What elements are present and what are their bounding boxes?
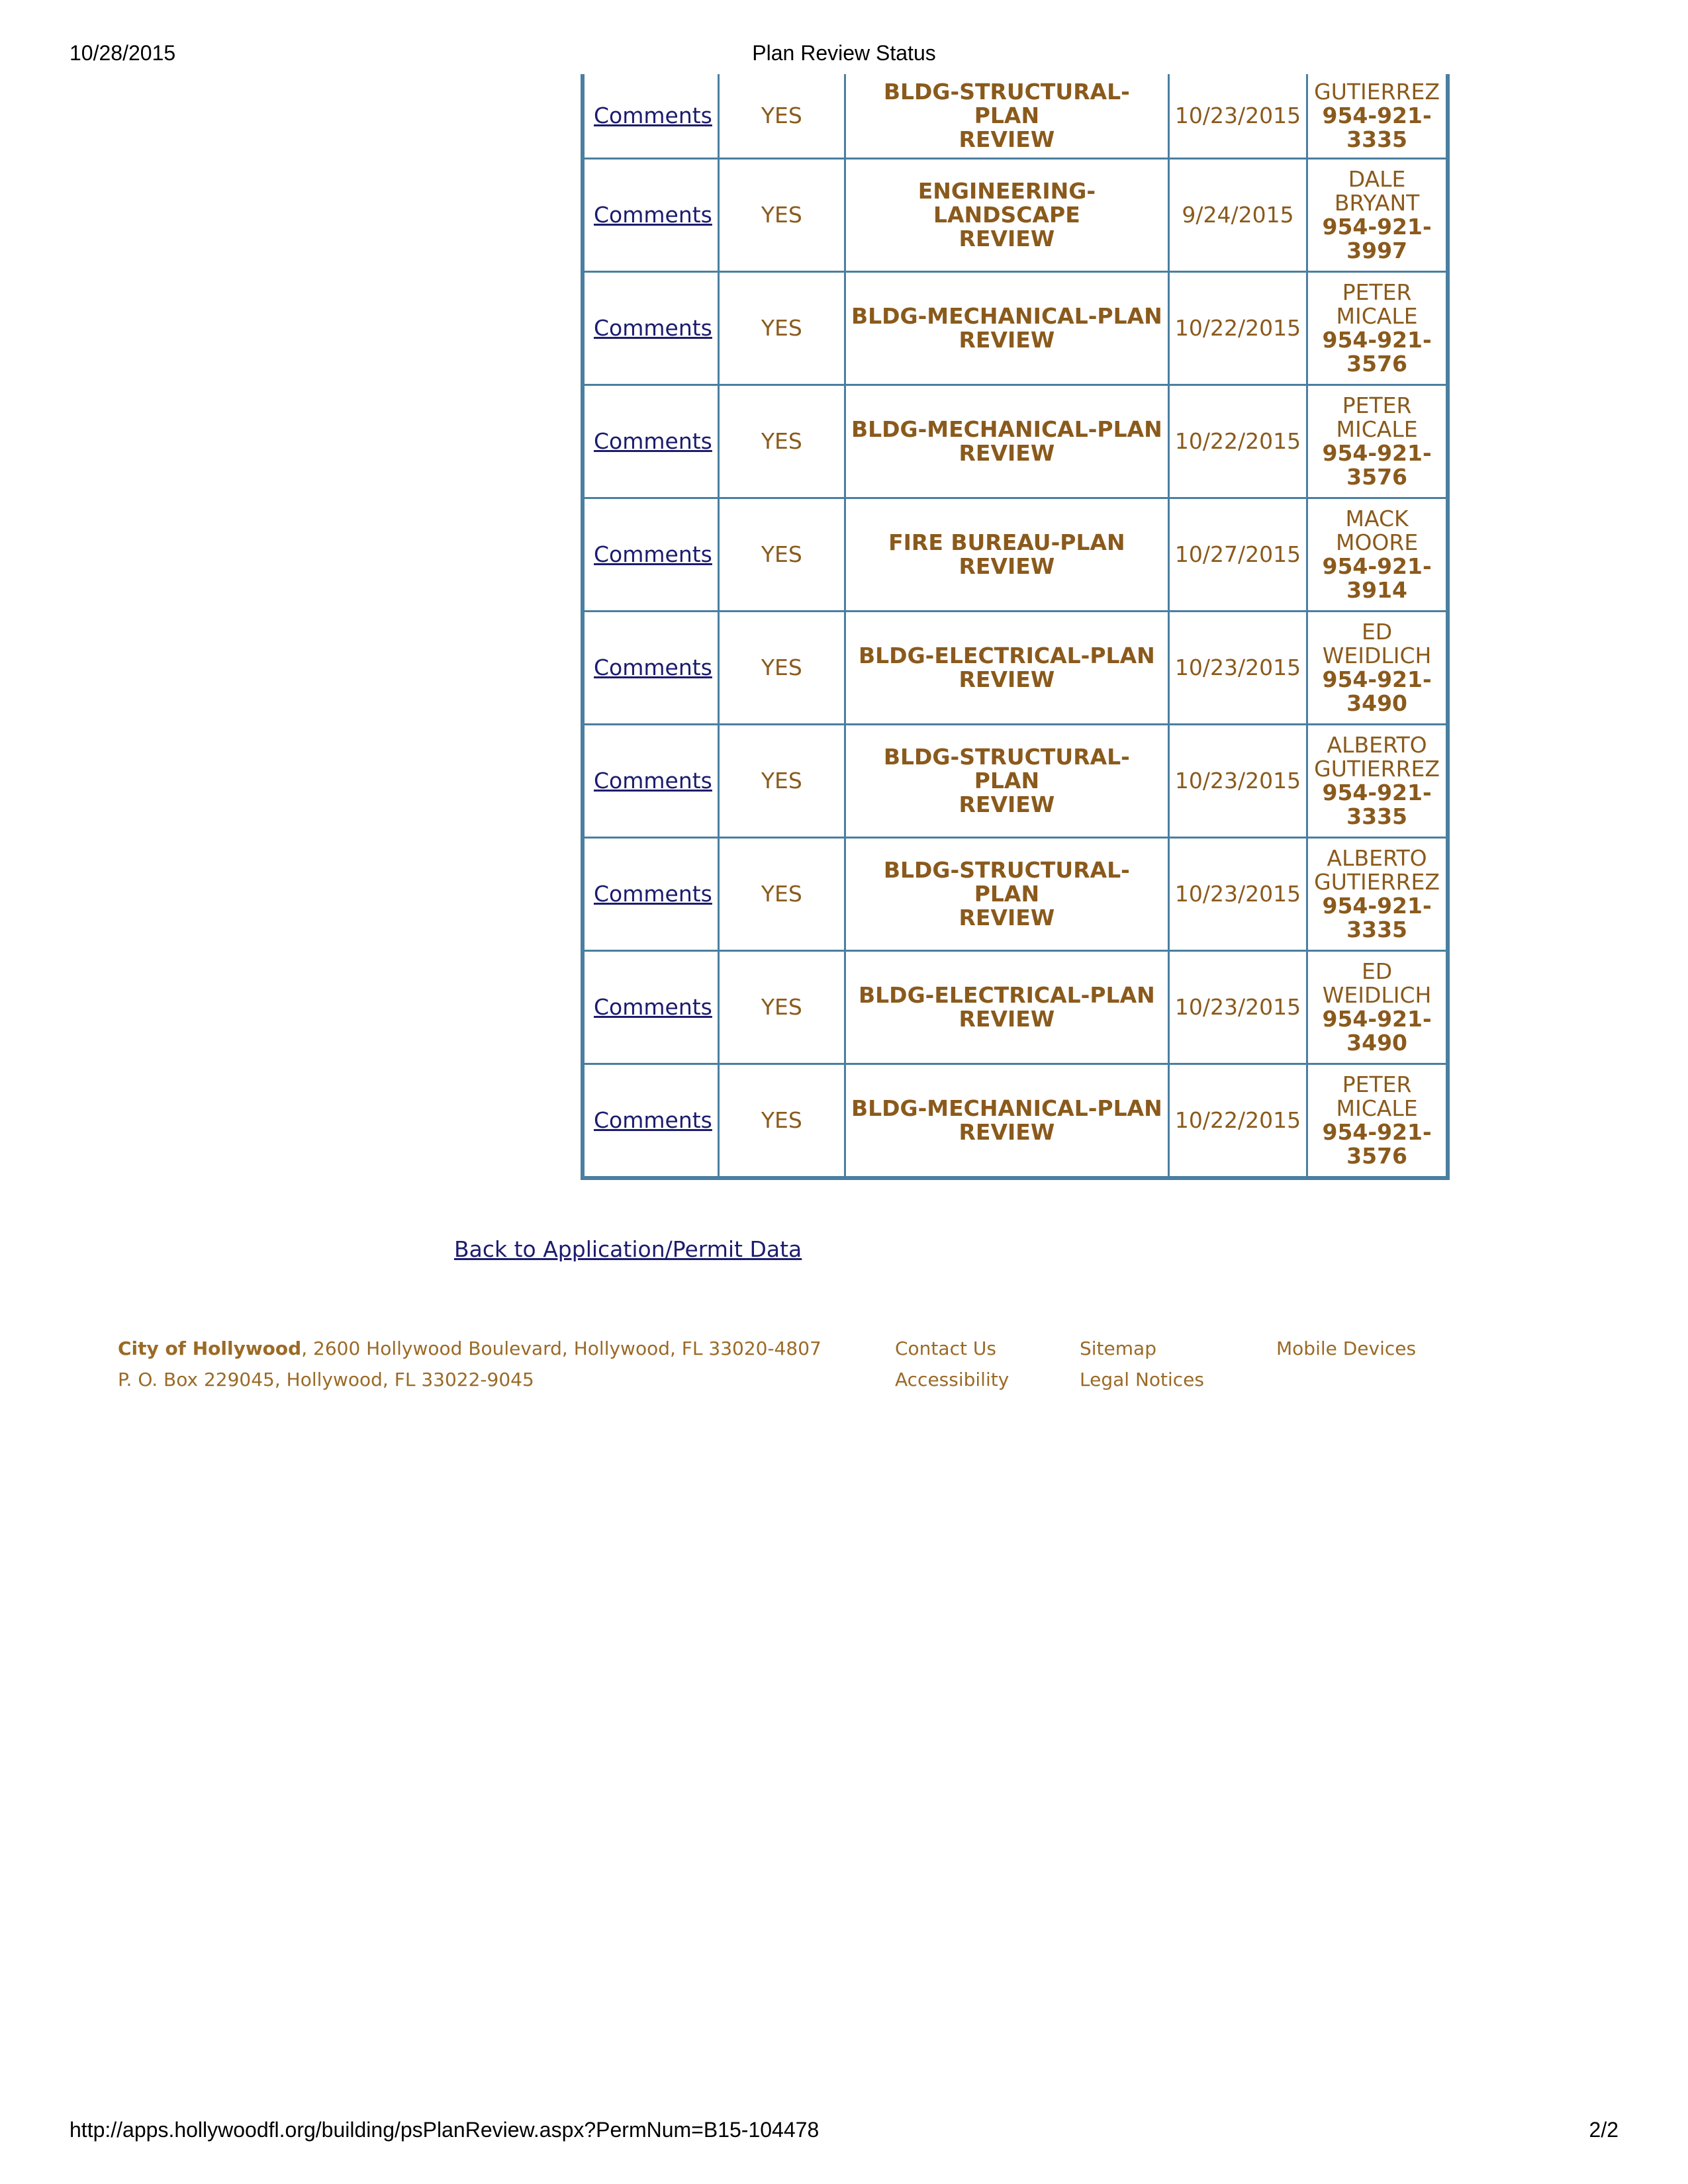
comments-link[interactable]: Comments [594, 1107, 712, 1133]
reviewer-phone-ext: 3335 [1346, 917, 1407, 942]
review-type-line: REVIEW [959, 226, 1055, 251]
review-type-line: REVIEW [959, 327, 1055, 353]
footer-address [118, 1338, 821, 1359]
review-date: 10/23/2015 [1168, 74, 1307, 159]
print-footer-url: http://apps.hollywoodfl.org/building/psPlanReview.aspx?PermNum=B15-104478 [70, 2118, 820, 2142]
reviewer-first-name: PETER [1342, 279, 1412, 305]
review-date: 10/22/2015 [1168, 1064, 1307, 1179]
review-type [845, 272, 1168, 385]
complete-status: YES [718, 725, 845, 838]
review-type-line: BLDG-STRUCTURAL-PLAN [883, 857, 1130, 907]
reviewer-last-name: GUTIERREZ [1314, 756, 1440, 782]
complete-status: YES [718, 272, 845, 385]
reviewer-phone: 954-921- [1322, 440, 1432, 466]
reviewer-first-name: ALBERTO [1327, 732, 1427, 758]
review-type-line: REVIEW [959, 792, 1055, 817]
comments-link[interactable]: Comments [594, 994, 712, 1020]
footer-contact-us-link[interactable]: Contact Us [895, 1338, 996, 1359]
reviewer [1307, 725, 1448, 838]
table-row [583, 612, 1448, 725]
review-type-line: REVIEW [959, 126, 1055, 152]
review-type [845, 1064, 1168, 1179]
comments-cell [583, 838, 718, 951]
reviewer-phone: 954-921- [1322, 214, 1432, 240]
review-type-line: REVIEW [959, 1119, 1055, 1145]
table-row [583, 951, 1448, 1064]
footer-city-name: City of Hollywood [118, 1338, 302, 1359]
reviewer-first-name: ED [1361, 958, 1393, 984]
footer-sitemap-link[interactable]: Sitemap [1080, 1338, 1156, 1359]
review-type-line: REVIEW [959, 553, 1055, 579]
comments-cell [583, 612, 718, 725]
reviewer-phone-ext: 3490 [1346, 1030, 1407, 1056]
reviewer-phone-ext: 3335 [1346, 803, 1407, 829]
review-type-line: BLDG-MECHANICAL-PLAN [851, 303, 1162, 329]
reviewer-last-name: MOORE [1335, 529, 1419, 555]
print-footer-page-number: 2/2 [1589, 2118, 1618, 2142]
footer-mobile-devices-link[interactable]: Mobile Devices [1276, 1338, 1417, 1359]
complete-status: YES [718, 951, 845, 1064]
reviewer-phone: 954-921- [1322, 1119, 1432, 1145]
reviewer-first-name: ALBERTO [1327, 845, 1427, 871]
reviewer-phone-ext: 3490 [1346, 690, 1407, 716]
review-date: 10/23/2015 [1168, 951, 1307, 1064]
reviewer-first-name: DALE [1348, 166, 1406, 192]
reviewer-last-name: MICALE [1336, 303, 1418, 329]
reviewer-phone: 954-921- [1322, 666, 1432, 692]
table-row [583, 725, 1448, 838]
comments-cell [583, 498, 718, 612]
print-header-title: Plan Review Status [752, 41, 936, 65]
complete-status: YES [718, 838, 845, 951]
reviewer-last-name: BRYANT [1334, 190, 1420, 216]
review-type-line: REVIEW [959, 440, 1055, 466]
reviewer-last-name: MICALE [1336, 1095, 1418, 1121]
comments-cell [583, 159, 718, 272]
complete-status: YES [718, 159, 845, 272]
review-type-line: BLDG-STRUCTURAL-PLAN [883, 79, 1130, 128]
reviewer-phone: 954-921- [1322, 780, 1432, 805]
comments-link[interactable]: Comments [594, 315, 712, 341]
review-date: 9/24/2015 [1168, 159, 1307, 272]
reviewer-phone: 954-921- [1322, 103, 1432, 128]
review-type-line: BLDG-MECHANICAL-PLAN [851, 416, 1162, 442]
reviewer-last-name: GUTIERREZ [1314, 79, 1440, 105]
review-type-line: REVIEW [959, 1006, 1055, 1032]
plan-review-table [581, 74, 1450, 1180]
reviewer [1307, 272, 1448, 385]
complete-status: YES [718, 1064, 845, 1179]
review-type [845, 385, 1168, 498]
reviewer [1307, 1064, 1448, 1179]
table-row [583, 385, 1448, 498]
review-type-line: BLDG-ELECTRICAL-PLAN [859, 643, 1155, 668]
reviewer-first-name: ED [1361, 619, 1393, 645]
review-type [845, 612, 1168, 725]
comments-cell [583, 1064, 718, 1179]
reviewer-phone-ext: 3914 [1346, 577, 1407, 603]
table-row [583, 272, 1448, 385]
comments-link[interactable]: Comments [594, 768, 712, 794]
comments-link[interactable]: Comments [594, 541, 712, 567]
comments-cell [583, 951, 718, 1064]
comments-cell [583, 725, 718, 838]
reviewer-last-name: GUTIERREZ [1314, 869, 1440, 895]
review-type [845, 74, 1168, 159]
review-date: 10/23/2015 [1168, 838, 1307, 951]
comments-link[interactable]: Comments [594, 881, 712, 907]
review-date: 10/22/2015 [1168, 272, 1307, 385]
reviewer [1307, 74, 1448, 159]
reviewer-first-name: PETER [1342, 392, 1412, 418]
comments-link[interactable]: Comments [594, 655, 712, 680]
review-type [845, 838, 1168, 951]
review-date: 10/27/2015 [1168, 498, 1307, 612]
comments-cell [583, 74, 718, 159]
reviewer [1307, 159, 1448, 272]
table-row [583, 838, 1448, 951]
review-type-line: REVIEW [959, 905, 1055, 931]
reviewer [1307, 498, 1448, 612]
reviewer-last-name: WEIDLICH [1322, 982, 1432, 1008]
table-row [583, 1064, 1448, 1179]
table-row [583, 159, 1448, 272]
review-type-line: BLDG-STRUCTURAL-PLAN [883, 744, 1130, 794]
review-date: 10/23/2015 [1168, 612, 1307, 725]
comments-link[interactable]: Comments [594, 103, 712, 128]
reviewer [1307, 385, 1448, 498]
reviewer-phone-ext: 3997 [1346, 238, 1407, 263]
review-type-line: REVIEW [959, 666, 1055, 692]
comments-cell [583, 385, 718, 498]
complete-status: YES [718, 74, 845, 159]
comments-link[interactable]: Comments [594, 428, 712, 454]
reviewer-phone: 954-921- [1322, 893, 1432, 919]
back-to-application-link[interactable]: Back to Application/Permit Data [454, 1236, 802, 1262]
complete-status: YES [718, 612, 845, 725]
complete-status: YES [718, 498, 845, 612]
table-row [583, 498, 1448, 612]
plan-review-table-body [583, 74, 1448, 1178]
review-date: 10/23/2015 [1168, 725, 1307, 838]
footer-legal-notices-link[interactable]: Legal Notices [1080, 1369, 1204, 1390]
reviewer-last-name: MICALE [1336, 416, 1418, 442]
reviewer [1307, 838, 1448, 951]
footer-street-address: , 2600 Hollywood Boulevard, Hollywood, FL 33020-4807 [301, 1338, 821, 1359]
review-type [845, 951, 1168, 1064]
reviewer-phone-ext: 3576 [1346, 1143, 1407, 1169]
review-type [845, 725, 1168, 838]
review-type [845, 159, 1168, 272]
reviewer-phone-ext: 3576 [1346, 464, 1407, 490]
reviewer-first-name: MACK [1345, 506, 1409, 531]
reviewer-phone: 954-921- [1322, 1006, 1432, 1032]
reviewer-last-name: WEIDLICH [1322, 643, 1432, 668]
review-type-line: BLDG-MECHANICAL-PLAN [851, 1095, 1162, 1121]
table-row [583, 74, 1448, 159]
reviewer [1307, 951, 1448, 1064]
review-type-line: FIRE BUREAU-PLAN [888, 529, 1125, 555]
reviewer-phone-ext: 3335 [1346, 126, 1407, 152]
reviewer [1307, 612, 1448, 725]
review-type-line: BLDG-ELECTRICAL-PLAN [859, 982, 1155, 1008]
review-type-line: ENGINEERING-LANDSCAPE [917, 178, 1096, 228]
review-date: 10/22/2015 [1168, 385, 1307, 498]
reviewer-phone: 954-921- [1322, 327, 1432, 353]
print-header-date: 10/28/2015 [70, 41, 176, 65]
reviewer-phone-ext: 3576 [1346, 351, 1407, 377]
review-type [845, 498, 1168, 612]
reviewer-first-name: PETER [1342, 1071, 1412, 1097]
footer-po-box: P. O. Box 229045, Hollywood, FL 33022-9045 [118, 1369, 534, 1390]
comments-cell [583, 272, 718, 385]
footer-accessibility-link[interactable]: Accessibility [895, 1369, 1009, 1390]
reviewer-phone: 954-921- [1322, 553, 1432, 579]
comments-link[interactable]: Comments [594, 202, 712, 228]
complete-status: YES [718, 385, 845, 498]
